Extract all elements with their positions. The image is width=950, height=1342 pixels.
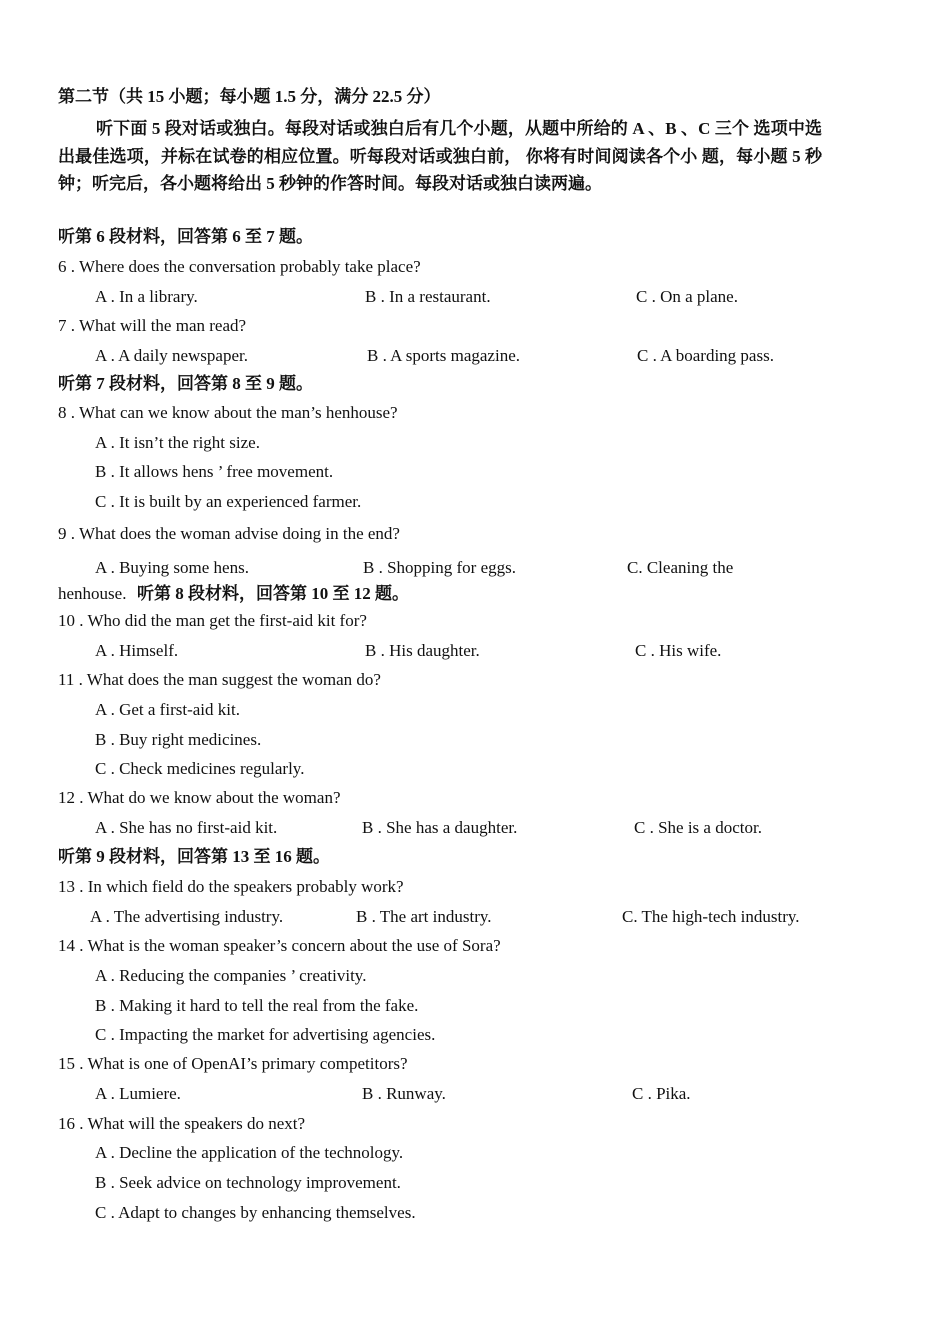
question-8-option-a: A . It isn’t the right size.	[95, 433, 260, 452]
question-10-stem: 10 . Who did the man get the first-aid kit for?	[58, 611, 367, 630]
group-heading-8: 听第 8 段材料，回答第 10 至 12 题。	[137, 584, 409, 603]
group-heading-9: 听第 9 段材料，回答第 13 至 16 题。	[58, 847, 330, 866]
question-10-option-c: C . His wife.	[635, 641, 722, 660]
question-15-option-c: C . Pika.	[632, 1084, 691, 1103]
question-13-option-b: B . The art industry.	[356, 907, 492, 926]
question-14-option-c: C . Impacting the market for advertising agencies.	[95, 1025, 436, 1044]
question-8-stem: 8 . What can we know about the man’s henhouse?	[58, 403, 398, 422]
question-9-option-c: C. Cleaning the	[627, 558, 734, 577]
question-6-option-c: C . On a plane.	[636, 287, 738, 306]
question-9-option-c-continued: henhouse.	[58, 584, 127, 603]
question-13-option-a: A . The advertising industry.	[90, 907, 284, 926]
question-12-option-b: B . She has a daughter.	[362, 818, 518, 837]
question-6-option-b: B . In a restaurant.	[365, 287, 491, 306]
question-14-option-a: A . Reducing the companies ’ creativity.	[95, 966, 367, 985]
group-heading-6: 听第 6 段材料，回答第 6 至 7 题。	[58, 227, 313, 246]
question-12-option-c: C . She is a doctor.	[634, 818, 762, 837]
question-16-stem: 16 . What will the speakers do next?	[58, 1114, 306, 1133]
group-heading-7: 听第 7 段材料，回答第 8 至 9 题。	[58, 374, 313, 393]
question-13-stem: 13 . In which field do the speakers probably work?	[58, 877, 404, 896]
question-16-option-c: C . Adapt to changes by enhancing themselves.	[95, 1203, 416, 1222]
question-15-option-a: A . Lumiere.	[95, 1084, 181, 1103]
section-title: 第二节（共 15 小题；每小题 1.5 分，满分 22.5 分）	[58, 87, 441, 106]
question-12-stem: 12 . What do we know about the woman?	[58, 788, 341, 807]
question-8-option-b: B . It allows hens ’ free movement.	[95, 462, 334, 481]
question-13-option-c: C. The high-tech industry.	[622, 907, 800, 926]
question-6-stem: 6 . Where does the conversation probably take place?	[58, 257, 421, 276]
question-15-option-b: B . Runway.	[362, 1084, 446, 1103]
question-14-stem: 14 . What is the woman speaker’s concern about the use of Sora?	[58, 936, 501, 955]
question-7-option-b: B . A sports magazine.	[367, 346, 520, 365]
question-7-stem: 7 . What will the man read?	[58, 316, 247, 335]
question-16-option-b: B . Seek advice on technology improvement.	[95, 1173, 401, 1192]
question-12-option-a: A . She has no first-aid kit.	[95, 818, 278, 837]
question-7-option-c: C . A boarding pass.	[637, 346, 774, 365]
question-9-option-b: B . Shopping for eggs.	[363, 558, 516, 577]
section-instructions: 听下面 5 段对话或独白。每段对话或独白后有几个小题，从题中所给的 A 、B 、C 三个 选项中选出最佳选项，并标在试卷的相应位置。听每段对话或独白前， 你将有时间阅读各个小 题，每小题 5 秒钟；听完后，各小题将给出 5 秒钟的作答时间。每段对话或独白读两遍。	[58, 119, 822, 193]
question-11-option-a: A . Get a first-aid kit.	[95, 700, 240, 719]
question-7-option-a: A . A daily newspaper.	[95, 346, 248, 365]
question-8-option-c: C . It is built by an experienced farmer.	[95, 492, 362, 511]
question-10-option-b: B . His daughter.	[365, 641, 480, 660]
question-15-stem: 15 . What is one of OpenAI’s primary competitors?	[58, 1054, 408, 1073]
question-9-stem: 9 . What does the woman advise doing in the end?	[58, 524, 400, 543]
question-6-option-a: A . In a library.	[95, 287, 198, 306]
question-11-option-c: C . Check medicines regularly.	[95, 759, 305, 778]
question-10-option-a: A . Himself.	[95, 641, 179, 660]
question-16-option-a: A . Decline the application of the technology.	[95, 1143, 404, 1162]
question-9-option-a: A . Buying some hens.	[95, 558, 249, 577]
question-11-stem: 11 . What does the man suggest the woman do?	[58, 670, 381, 689]
question-14-option-b: B . Making it hard to tell the real from the fake.	[95, 996, 419, 1015]
question-11-option-b: B . Buy right medicines.	[95, 730, 262, 749]
